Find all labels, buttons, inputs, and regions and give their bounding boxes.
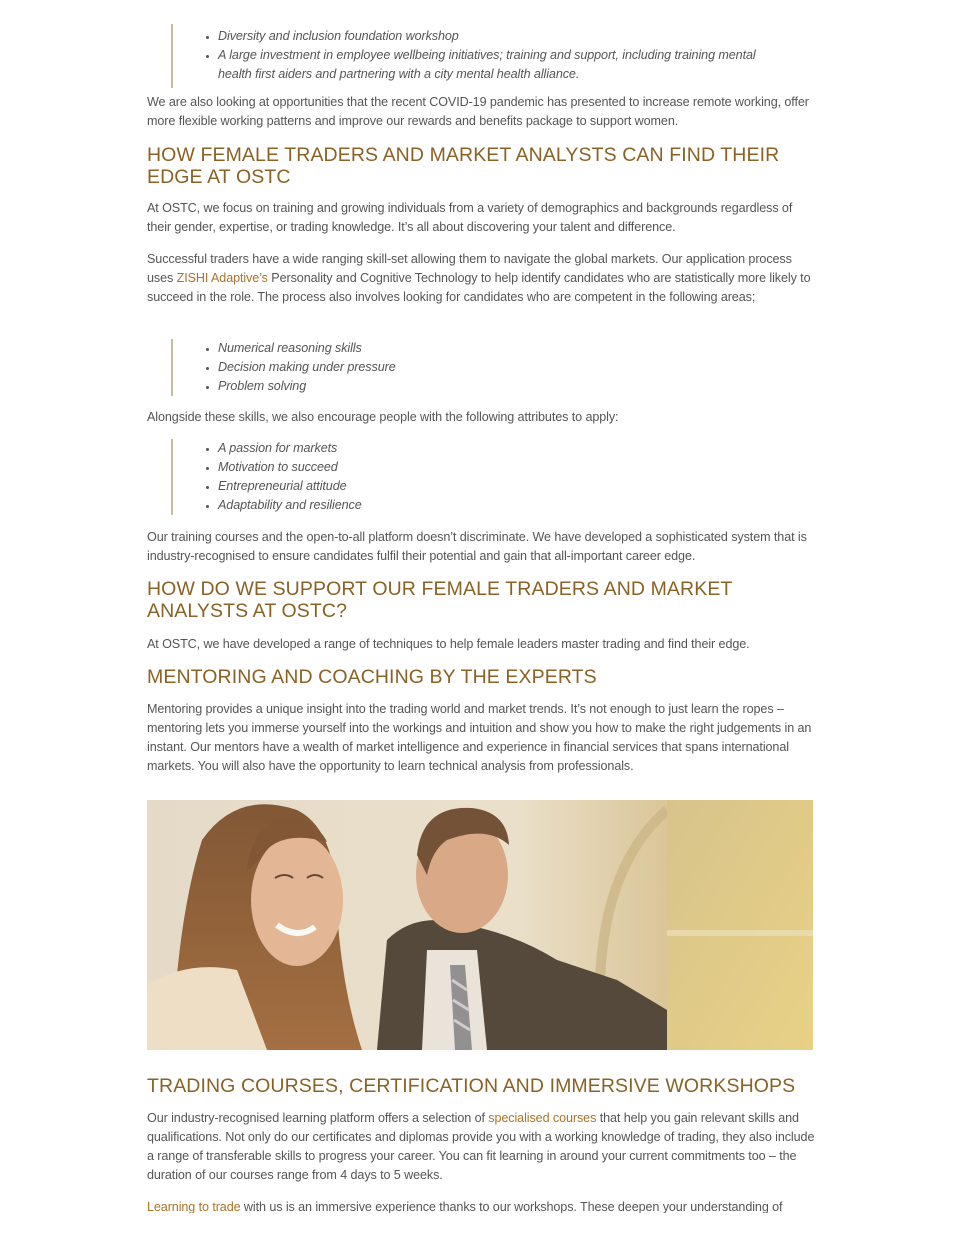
courses-paragraph-2 [147, 1198, 847, 1213]
support-paragraph: At OSTC, we have developed a range of techniques to help female leaders master trading and find their edge. [147, 637, 750, 651]
courses-paragraph-1 [147, 1109, 815, 1185]
list-item: • Numerical reasoning skills [218, 339, 396, 358]
learning-to-trade-link[interactable]: Learning to trade [147, 1200, 241, 1213]
list-item: • Motivation to succeed [218, 458, 362, 477]
wellbeing-quote-list [171, 24, 778, 88]
edge-paragraph-4: Our training courses and the open-to-all platform doesn’t discriminate. We have developed a sophisticated system that is industry-recognised to ensure candidates fulfil their potential and gain that all-important career edge. [147, 530, 807, 563]
skills-quote-list [171, 339, 396, 396]
mentoring-paragraph: Mentoring provides a unique insight into the trading world and market trends. It’s not enough to just learn the ropes – mentoring lets you immerse yourself into the workings and intuition and show you how to make the right judgements in an instant. Our mentors have a wealth of market intelligence and experience in financial services that spans international markets. You will also have the opportunity to learn technical analysis from professionals. [147, 702, 812, 773]
list-item: • A large investment in employee wellbeing initiatives; training and support, including training mental health first aiders and partnering with a city mental health alliance. [218, 46, 778, 84]
covid-paragraph: We are also looking at opportunities that the recent COVID-19 pandemic has presented to increase remote working, offer more flexible working patterns and improve our rewards and benefits package to support women. [147, 95, 809, 128]
edge-paragraph-2 [147, 250, 815, 307]
list-item: • A passion for markets [218, 439, 362, 458]
courses-paragraph-1-text-a: Our industry-recognised learning platform offers a selection of [147, 1111, 489, 1125]
heading-mentoring: MENTORING AND COACHING BY THE EXPERTS [147, 666, 597, 688]
courses-paragraph-2-text: with us is an immersive experience thanks to our workshops. These deepen your understanding of [240, 1200, 783, 1213]
list-item: • Entrepreneurial attitude [218, 477, 362, 496]
attributes-intro: Alongside these skills, we also encourage people with the following attributes to apply: [147, 410, 619, 424]
heading-find-edge: HOW FEMALE TRADERS AND MARKET ANALYSTS CAN FIND THEIR EDGE AT OSTC [147, 144, 780, 188]
attributes-quote-list [171, 439, 362, 515]
courses-paragraph-1-text-b: that help you gain relevant skills and qualifications. Not only do our certificates and diplomas provide you with a working knowledge of trading, they also include a range of transferable skills to progress your career. You can fit learning in around your current commitments too – the duration of our courses range from 4 days to 5 weeks. [147, 1111, 815, 1182]
heading-courses: TRADING COURSES, CERTIFICATION AND IMMERSIVE WORKSHOPS [147, 1075, 796, 1097]
list-item: • Diversity and inclusion foundation workshop [218, 27, 778, 46]
edge-paragraph-2-text-a: Successful traders have a wide ranging skill-set allowing them to navigate the global markets. Our application process uses [147, 252, 792, 285]
mentoring-photo [147, 800, 813, 1050]
list-item: • Problem solving [218, 377, 396, 396]
edge-paragraph-2-text-b: Personality and Cognitive Technology to help identify candidates who are statistically more likely to succeed in the role. The process also involves looking for candidates who are competent in the following areas; [147, 271, 811, 304]
edge-paragraph-1: At OSTC, we focus on training and growing individuals from a variety of demographics and backgrounds regardless of their gender, expertise, or trading knowledge. It’s all about discovering your talent and difference. [147, 201, 793, 234]
mentoring-photo-icon [147, 800, 813, 1050]
cut-off-line-wrapper [0, 1198, 960, 1213]
heading-support: HOW DO WE SUPPORT OUR FEMALE TRADERS AND MARKET ANALYSTS AT OSTC? [147, 578, 733, 622]
zishi-adaptive-link[interactable]: ZISHI Adaptive’s [176, 271, 268, 285]
list-item: • Decision making under pressure [218, 358, 396, 377]
list-item: • Adaptability and resilience [218, 496, 362, 515]
specialised-courses-link[interactable]: specialised courses [488, 1111, 597, 1125]
